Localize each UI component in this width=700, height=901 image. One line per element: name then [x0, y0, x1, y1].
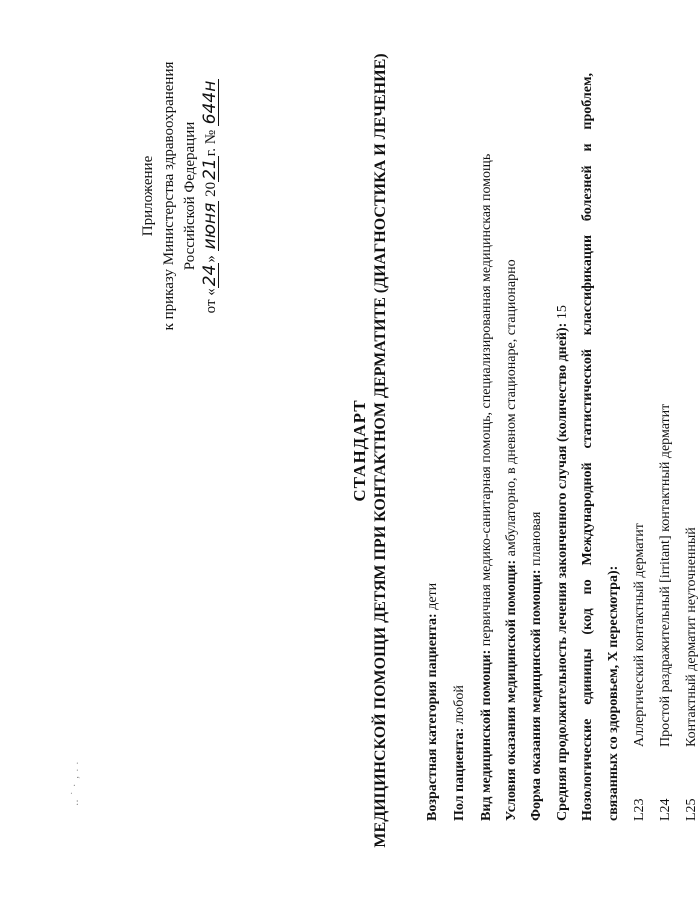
field-value: 15: [555, 305, 570, 323]
date-month: июня: [200, 202, 220, 250]
diagnosis-code: L24: [658, 798, 673, 821]
order-number: 644н: [200, 80, 220, 125]
document-subtitle: МЕДИЦИНСКОЙ ПОМОЩИ ДЕТЯМ ПРИ КОНТАКТНОМ ДЕРМАТИТЕ (ДИАГНОСТИКА И ЛЕЧЕНИЕ): [372, 53, 389, 848]
appendix-order-line: к приказу Министерства здравоохранения: [161, 61, 177, 331]
date-year: 21: [200, 158, 220, 180]
document-title: СТАНДАРТ: [350, 399, 369, 502]
field-label: Возрастная категория пациента:: [425, 613, 440, 821]
diagnosis-name: Простой раздражительный [irritant] контактный дерматит: [658, 403, 673, 747]
date-suffix: г. №: [203, 129, 219, 157]
field-value: плановая: [529, 511, 544, 570]
field-value: амбулаторно, в дневном стационаре, стационарно: [504, 259, 519, 560]
appendix-ministry-line: Российской Федерации: [182, 121, 198, 271]
field-label: Условия оказания медицинской помощи:: [504, 559, 519, 821]
diagnosis-code: L25: [684, 798, 699, 821]
appendix-title: Приложение: [140, 155, 156, 237]
diagnosis-name: Контактный дерматит неуточненный: [684, 527, 699, 747]
field-label: Форма оказания медицинской помощи:: [529, 569, 544, 821]
diagnosis-code: L23: [632, 798, 647, 821]
date-prefix: от «: [203, 288, 219, 314]
field-label: Пол пациента:: [452, 727, 467, 821]
nosology-heading-cont: связанных со здоровьем, Х пересмотра):: [606, 565, 621, 821]
date-year-prefix: 20: [203, 181, 219, 201]
date-mid: »: [203, 251, 219, 263]
field-value: любой: [452, 685, 467, 728]
nosology-heading: Нозологические единицы (код по Международной статистической классификации болезней и проблем,: [580, 73, 595, 821]
field-label: Средняя продолжительность лечения законченного случая (количество дней):: [555, 322, 570, 821]
diagnosis-name: Аллергический контактный дерматит: [632, 523, 647, 747]
field-value: первичная медико-санитарная помощь, специализированная медицинская помощь: [479, 153, 494, 650]
date-day: 24: [200, 264, 220, 287]
field-value: дети: [425, 582, 440, 614]
field-label: Вид медицинской помощи:: [479, 649, 494, 821]
scan-artifact: ‥ ˙ · ‚ . .: [70, 760, 81, 806]
